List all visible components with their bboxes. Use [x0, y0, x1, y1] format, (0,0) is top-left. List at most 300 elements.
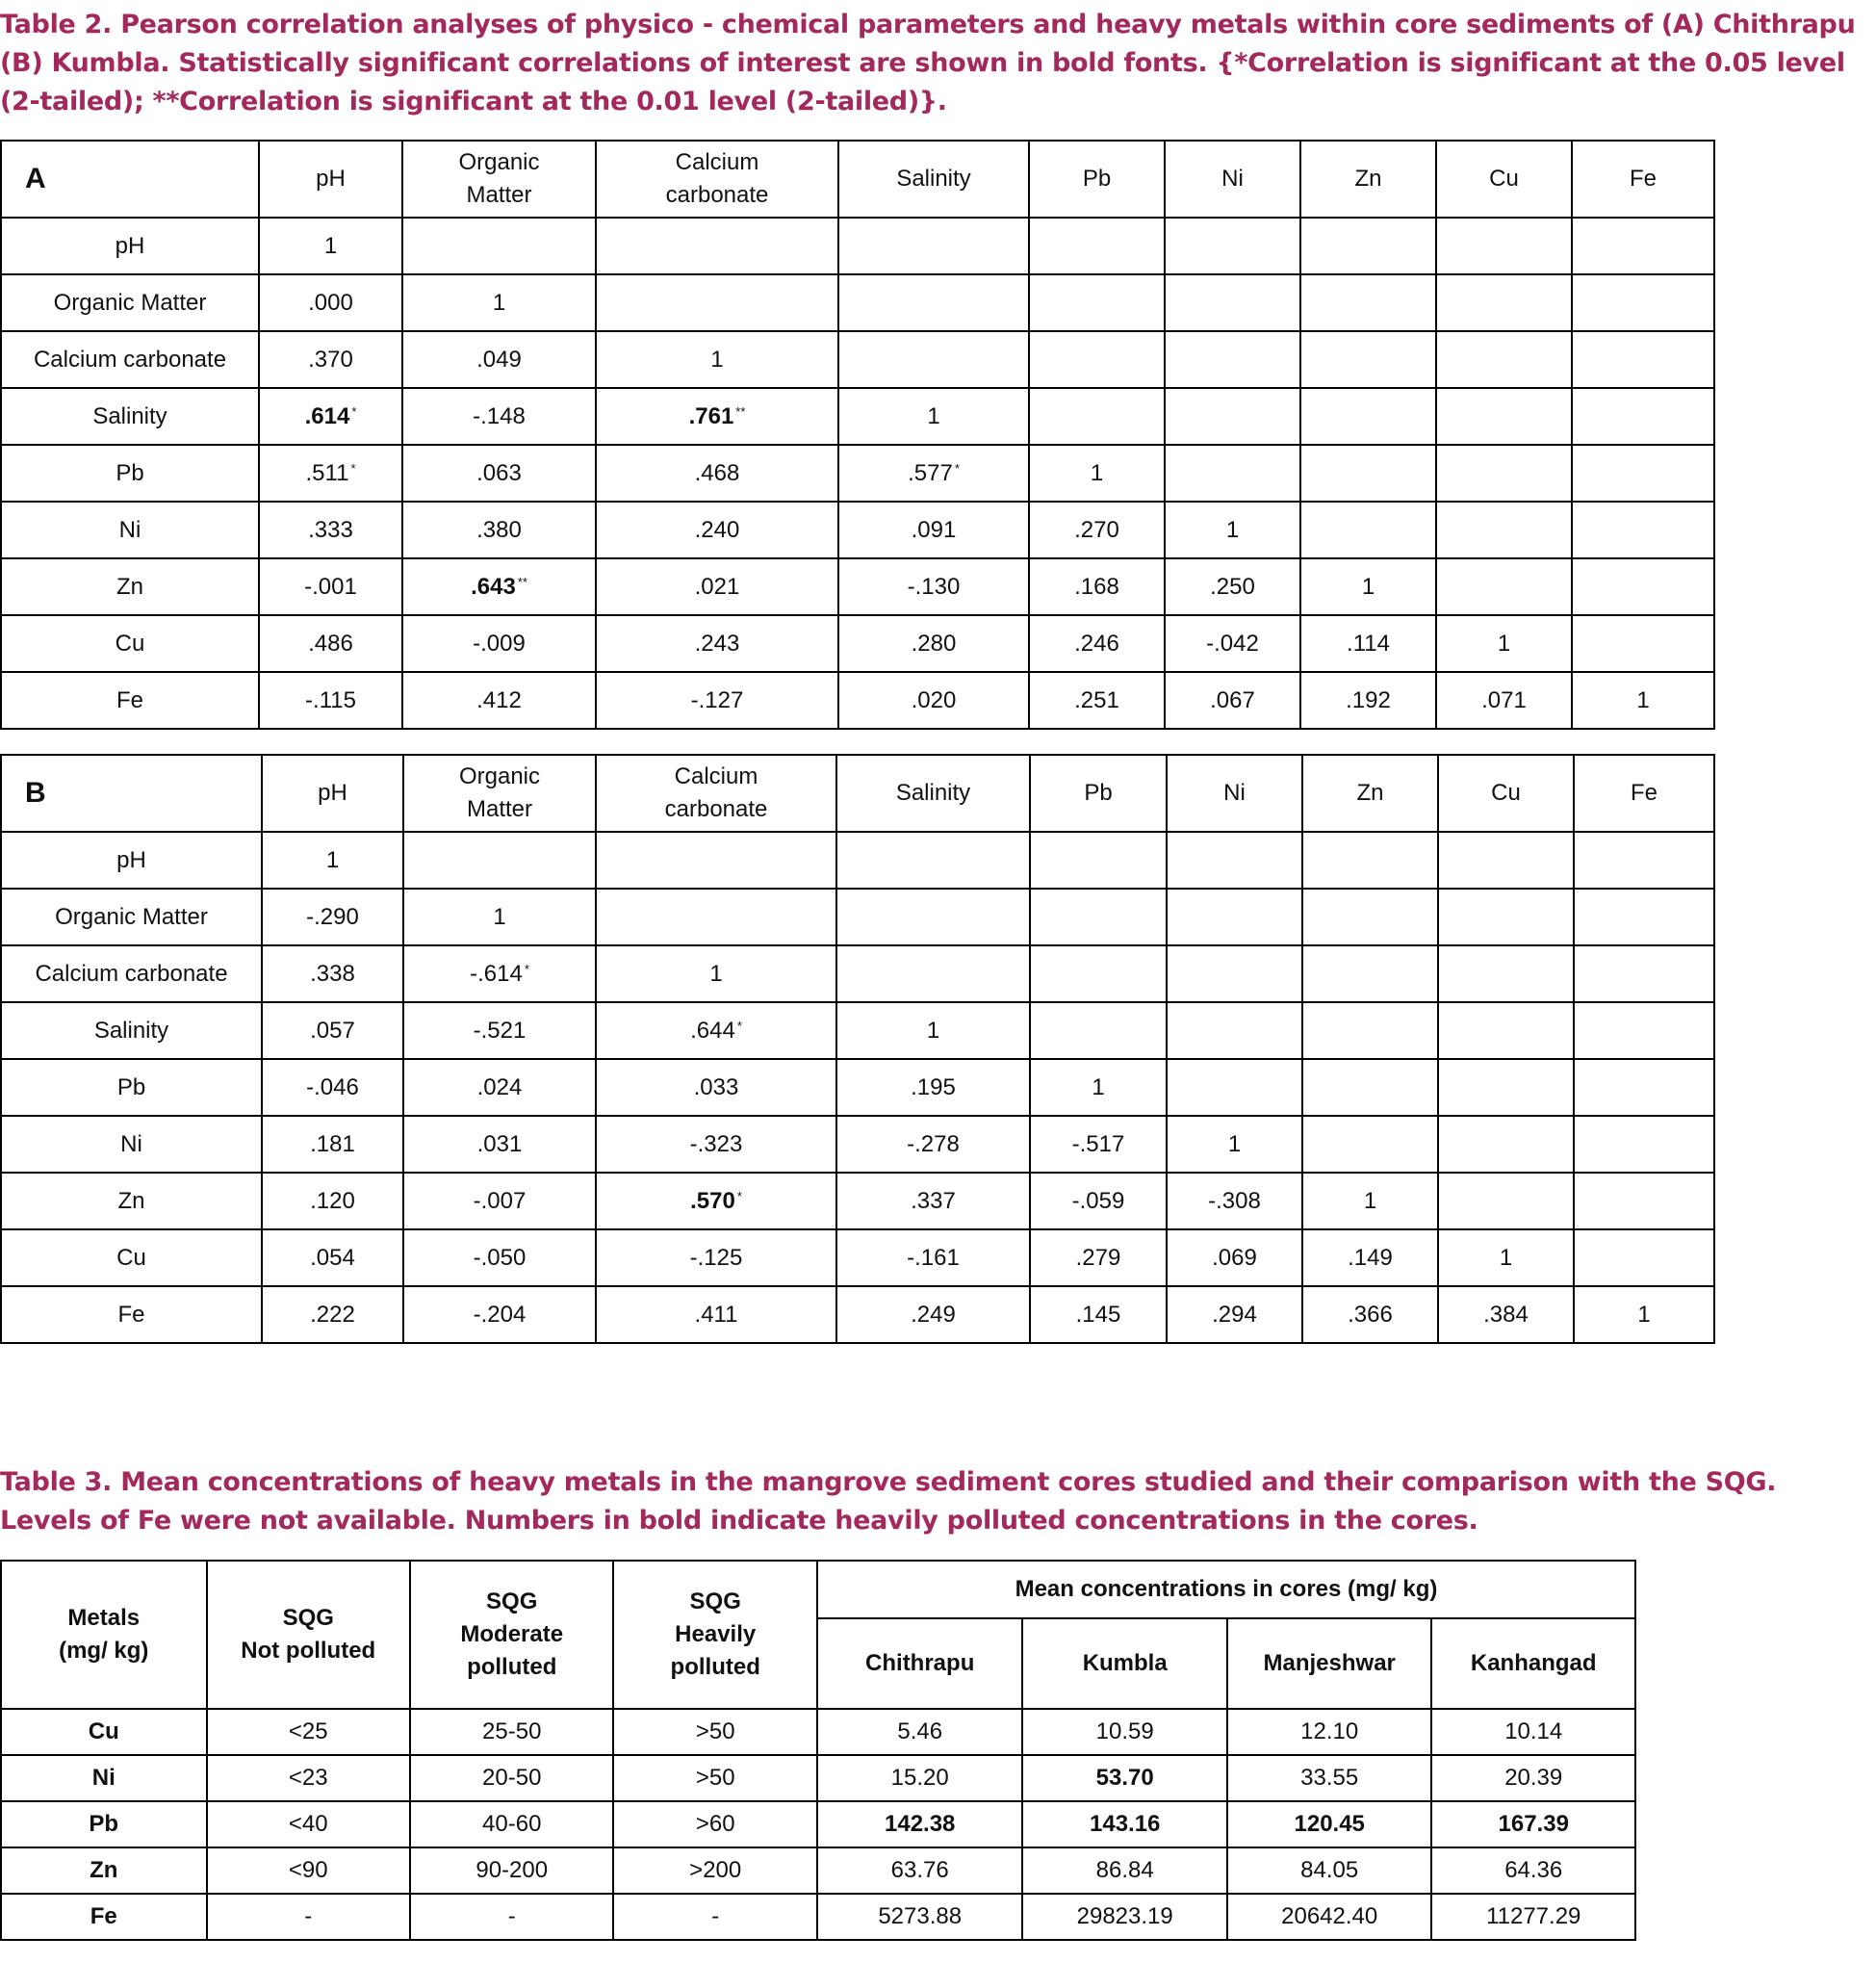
correlation-cell — [1572, 331, 1714, 388]
correlation-cell — [1302, 889, 1438, 945]
header-row — [1, 755, 1714, 832]
table2-caption: Table 2. Pearson correlation analyses of physico - chemical parameters and heavy metals within core sediments of (A) Chithrapu (B) Kumbla. Statistically significant correlations of interest are shown in bold fonts. {*Correlation is significant at the 0.05 level (2-tailed); **Correlation is significant at the 0.01 level (2-tailed)}. — [0, 10, 1856, 116]
correlation-value: .057 — [310, 1017, 355, 1044]
row-label: Zn — [1, 558, 259, 615]
correlation-cell — [1030, 1116, 1167, 1173]
correlation-cell — [402, 218, 596, 274]
correlation-value: -.148 — [473, 402, 526, 429]
row-label: Organic Matter — [1, 889, 262, 945]
correlation-cell — [1438, 1002, 1574, 1059]
correlation-value: .021 — [694, 573, 740, 600]
correlation-value: 1 — [1363, 1187, 1377, 1214]
sqg-moderate-header: SQG Moderate polluted — [410, 1561, 613, 1709]
correlation-value: .240 — [694, 516, 740, 543]
column-header: pH — [262, 755, 403, 832]
mean-concentration: 10.14 — [1431, 1709, 1635, 1755]
correlation-value: -.308 — [1208, 1187, 1261, 1214]
table-row — [1, 274, 1714, 331]
correlation-cell — [596, 218, 838, 274]
correlation-value: .054 — [310, 1244, 355, 1271]
mean-concentration: 143.16 — [1022, 1801, 1227, 1847]
correlation-cell — [1167, 1059, 1302, 1116]
correlation-value: .338 — [310, 960, 355, 987]
correlation-cell — [596, 274, 838, 331]
correlation-value: 1 — [323, 232, 338, 259]
correlation-value: .412 — [476, 686, 522, 713]
sqg-heavy: >200 — [613, 1847, 816, 1894]
mean-concentration: 86.84 — [1022, 1847, 1227, 1894]
correlation-cell — [1438, 1116, 1574, 1173]
header-row — [1, 141, 1714, 218]
correlation-cell — [402, 331, 596, 388]
correlation-cell — [1574, 1002, 1714, 1059]
correlation-cell — [836, 1286, 1030, 1343]
correlation-cell — [262, 1229, 403, 1286]
correlation-value: .222 — [310, 1301, 355, 1328]
table-row — [1, 558, 1714, 615]
correlation-cell — [596, 1059, 836, 1116]
correlation-cell — [1436, 331, 1572, 388]
correlation-cell — [1167, 1229, 1302, 1286]
significance-marker: * — [350, 460, 356, 476]
correlation-cell — [596, 1002, 836, 1059]
correlation-cell — [1300, 331, 1436, 388]
correlation-cell — [838, 615, 1029, 672]
correlation-cell — [836, 1002, 1030, 1059]
correlation-cell — [1574, 945, 1714, 1002]
correlation-cell — [403, 1059, 596, 1116]
correlation-cell — [1574, 1229, 1714, 1286]
correlation-cell — [1165, 502, 1300, 558]
correlation-cell — [1300, 502, 1436, 558]
correlation-cell — [1302, 1229, 1438, 1286]
mean-concentration: 20.39 — [1431, 1755, 1635, 1801]
correlation-cell — [1300, 388, 1436, 445]
correlation-cell — [1300, 218, 1436, 274]
header-row — [1, 1561, 1635, 1618]
correlation-cell — [1030, 1286, 1167, 1343]
table-row — [1, 1801, 1635, 1847]
correlation-cell — [259, 502, 402, 558]
core-header: Chithrapu — [817, 1618, 1023, 1709]
sqg-heavy: >50 — [613, 1709, 816, 1755]
correlation-value: .195 — [911, 1073, 956, 1100]
correlation-value: 1 — [709, 960, 723, 987]
correlation-value: 1 — [927, 402, 940, 429]
correlation-cell — [836, 1173, 1030, 1229]
correlation-cell — [838, 502, 1029, 558]
mean-concentration: 64.36 — [1431, 1847, 1635, 1894]
correlation-cell — [596, 558, 838, 615]
significance-marker: * — [736, 1188, 742, 1203]
sqg-not-polluted: <23 — [207, 1755, 410, 1801]
table-row — [1, 1847, 1635, 1894]
significance-marker: * — [736, 1018, 742, 1033]
correlation-cell — [262, 1173, 403, 1229]
correlation-value: -.278 — [907, 1130, 960, 1157]
row-label: Fe — [1, 672, 259, 729]
correlation-value: .644 — [690, 1017, 735, 1044]
correlation-value: .384 — [1483, 1301, 1529, 1328]
table-row — [1, 1229, 1714, 1286]
mean-concentration: 167.39 — [1431, 1801, 1635, 1847]
correlation-value: .411 — [694, 1301, 738, 1328]
correlation-cell — [596, 1286, 836, 1343]
correlation-cell — [1165, 558, 1300, 615]
mean-concentration: 84.05 — [1227, 1847, 1432, 1894]
table-row — [1, 502, 1714, 558]
correlation-cell — [1572, 615, 1714, 672]
correlation-cell — [836, 1059, 1030, 1116]
column-header: Calcium carbonate — [596, 755, 836, 832]
correlation-value: .168 — [1074, 573, 1119, 600]
mean-concentration: 5.46 — [817, 1709, 1023, 1755]
correlation-cell — [836, 945, 1030, 1002]
correlation-value: -.517 — [1071, 1130, 1125, 1157]
table-row — [1, 889, 1714, 945]
table-row — [1, 1002, 1714, 1059]
correlation-cell — [1436, 445, 1572, 502]
correlation-cell — [1574, 1059, 1714, 1116]
correlation-cell — [1030, 1173, 1167, 1229]
correlation-cell — [1029, 388, 1165, 445]
correlation-cell — [1300, 615, 1436, 672]
correlation-value: -.127 — [690, 686, 744, 713]
column-header: pH — [259, 141, 402, 218]
table-row — [1, 672, 1714, 729]
correlation-cell — [402, 672, 596, 729]
correlation-cell — [836, 1116, 1030, 1173]
correlation-cell — [596, 945, 836, 1002]
correlation-cell — [259, 672, 402, 729]
correlation-cell — [262, 1116, 403, 1173]
mean-concentration: 53.70 — [1022, 1755, 1227, 1801]
column-header: Organic Matter — [403, 755, 596, 832]
correlation-cell — [1438, 1059, 1574, 1116]
table-row — [1, 388, 1714, 445]
correlation-value: .033 — [693, 1073, 739, 1100]
row-label: Pb — [1, 445, 259, 502]
correlation-cell — [1302, 1002, 1438, 1059]
correlation-cell — [596, 615, 838, 672]
correlation-cell — [259, 274, 402, 331]
correlation-value: .761 — [688, 402, 734, 429]
correlation-cell — [1167, 945, 1302, 1002]
mean-concentration: 5273.88 — [817, 1894, 1023, 1940]
correlation-cell — [1302, 832, 1438, 889]
row-label: Ni — [1, 502, 259, 558]
correlation-value: -.007 — [473, 1187, 527, 1214]
correlation-cell — [262, 945, 403, 1002]
correlation-cell — [838, 445, 1029, 502]
metal-name: Fe — [1, 1894, 207, 1940]
correlation-value: .643 — [471, 573, 516, 600]
correlation-value: .243 — [694, 630, 740, 657]
correlation-cell — [1302, 1059, 1438, 1116]
correlation-cell — [596, 502, 838, 558]
correlation-value: .120 — [310, 1187, 355, 1214]
mean-concentration: 11277.29 — [1431, 1894, 1635, 1940]
column-header: Pb — [1030, 755, 1167, 832]
correlation-value: 1 — [1499, 1244, 1513, 1271]
correlation-value: .114 — [1347, 630, 1390, 657]
correlation-cell — [259, 388, 402, 445]
correlation-value: .020 — [911, 686, 957, 713]
correlation-cell — [1572, 388, 1714, 445]
column-header: Organic Matter — [402, 141, 596, 218]
correlation-value: -.115 — [305, 686, 356, 713]
correlation-cell — [1438, 945, 1574, 1002]
correlation-cell — [259, 445, 402, 502]
correlation-cell — [838, 672, 1029, 729]
correlation-cell — [1165, 274, 1300, 331]
correlation-cell — [403, 1229, 596, 1286]
row-label: pH — [1, 218, 259, 274]
correlation-value: .614 — [304, 402, 350, 429]
table-row — [1, 218, 1714, 274]
correlation-cell — [1165, 388, 1300, 445]
correlation-cell — [1300, 274, 1436, 331]
column-header: Fe — [1572, 141, 1714, 218]
row-label: Cu — [1, 615, 259, 672]
correlation-value: .486 — [308, 630, 353, 657]
mean-concentration: 63.76 — [817, 1847, 1023, 1894]
correlation-value: -.050 — [473, 1244, 527, 1271]
sqg-not-polluted-header: SQG Not polluted — [207, 1561, 410, 1709]
correlation-cell — [1436, 558, 1572, 615]
correlation-cell — [1030, 889, 1167, 945]
correlation-cell — [403, 1002, 596, 1059]
correlation-cell — [836, 832, 1030, 889]
mean-concentration: 29823.19 — [1022, 1894, 1227, 1940]
correlation-cell — [596, 388, 838, 445]
sqg-not-polluted: <25 — [207, 1709, 410, 1755]
correlation-value: .511 — [305, 459, 349, 486]
column-header: Pb — [1029, 141, 1165, 218]
correlation-cell — [1029, 331, 1165, 388]
correlation-cell — [836, 889, 1030, 945]
correlation-value: .366 — [1348, 1301, 1393, 1328]
correlation-value: .468 — [694, 459, 740, 486]
correlation-value: 1 — [926, 1017, 940, 1044]
correlation-value: -.521 — [473, 1017, 527, 1044]
correlation-cell — [262, 1002, 403, 1059]
sqg-moderate: 40-60 — [410, 1801, 613, 1847]
correlation-value: 1 — [1090, 459, 1104, 486]
correlation-cell — [836, 1229, 1030, 1286]
correlation-cell — [1436, 672, 1572, 729]
mean-concentrations-header: Mean concentrations in cores (mg/ kg) — [817, 1561, 1635, 1618]
row-label: pH — [1, 832, 262, 889]
correlation-cell — [1572, 274, 1714, 331]
column-header: Calcium carbonate — [596, 141, 838, 218]
correlation-cell — [1029, 218, 1165, 274]
correlation-value: -.125 — [689, 1244, 743, 1271]
table-row — [1, 1709, 1635, 1755]
correlation-cell — [596, 889, 836, 945]
panel-label: B — [1, 755, 262, 832]
significance-marker: * — [351, 403, 357, 419]
correlation-value: 1 — [1497, 630, 1511, 657]
column-header: Ni — [1167, 755, 1302, 832]
correlation-cell — [1436, 218, 1572, 274]
column-header: Ni — [1165, 141, 1300, 218]
metals-header: Metals (mg/ kg) — [1, 1561, 207, 1709]
correlation-cell — [1572, 502, 1714, 558]
correlation-cell — [1438, 1173, 1574, 1229]
correlation-value: .000 — [308, 289, 353, 316]
correlation-value: .024 — [476, 1073, 523, 1100]
correlation-cell — [1438, 832, 1574, 889]
sqg-heavy: >50 — [613, 1755, 816, 1801]
correlation-cell — [1302, 1116, 1438, 1173]
correlation-cell — [1436, 274, 1572, 331]
correlation-cell — [1029, 558, 1165, 615]
correlation-value: .091 — [911, 516, 957, 543]
table-row — [1, 1116, 1714, 1173]
correlation-value: .380 — [476, 516, 522, 543]
core-header: Kanhangad — [1431, 1618, 1635, 1709]
metal-name: Ni — [1, 1755, 207, 1801]
sqg-heavy: - — [613, 1894, 816, 1940]
correlation-cell — [596, 445, 838, 502]
correlation-cell — [596, 1173, 836, 1229]
correlation-value: -.001 — [304, 573, 357, 600]
sqg-moderate: 20-50 — [410, 1755, 613, 1801]
mean-concentration: 12.10 — [1227, 1709, 1432, 1755]
table-row — [1, 615, 1714, 672]
correlation-cell — [596, 331, 838, 388]
correlation-cell — [1167, 1002, 1302, 1059]
correlation-value: .049 — [476, 346, 522, 373]
core-header: Manjeshwar — [1227, 1618, 1432, 1709]
correlation-cell — [1167, 832, 1302, 889]
sqg-moderate: 25-50 — [410, 1709, 613, 1755]
correlation-value: -.042 — [1206, 630, 1259, 657]
correlation-cell — [838, 388, 1029, 445]
correlation-cell — [1572, 672, 1714, 729]
sqg-not-polluted: <40 — [207, 1801, 410, 1847]
correlation-value: -.009 — [473, 630, 526, 657]
correlation-cell — [1167, 1116, 1302, 1173]
correlation-value: .370 — [308, 346, 353, 373]
correlation-cell — [1165, 615, 1300, 672]
correlation-value: 1 — [1361, 573, 1375, 600]
correlation-cell — [596, 672, 838, 729]
correlation-cell — [1029, 274, 1165, 331]
correlation-cell — [1302, 945, 1438, 1002]
row-label: Salinity — [1, 1002, 262, 1059]
correlation-cell — [1030, 945, 1167, 1002]
correlation-cell — [402, 388, 596, 445]
sqg-heavy-header: SQG Heavily polluted — [613, 1561, 816, 1709]
table-row — [1, 1173, 1714, 1229]
metal-name: Cu — [1, 1709, 207, 1755]
correlation-value: .280 — [911, 630, 957, 657]
correlation-cell — [1574, 1116, 1714, 1173]
correlation-cell — [259, 615, 402, 672]
correlation-cell — [1302, 1286, 1438, 1343]
correlation-cell — [1572, 445, 1714, 502]
table-row — [1, 1894, 1635, 1940]
correlation-cell — [1167, 889, 1302, 945]
correlation-value: .270 — [1074, 516, 1119, 543]
correlation-cell — [1574, 832, 1714, 889]
correlation-cell — [596, 1116, 836, 1173]
correlation-cell — [1572, 558, 1714, 615]
row-label: Calcium carbonate — [1, 331, 259, 388]
mean-concentration: 10.59 — [1022, 1709, 1227, 1755]
sqg-heavy: >60 — [613, 1801, 816, 1847]
panel-label: A — [1, 141, 259, 218]
correlation-cell — [1030, 1002, 1167, 1059]
mean-concentration: 142.38 — [817, 1801, 1023, 1847]
correlation-cell — [1300, 558, 1436, 615]
correlation-value: 1 — [1092, 1073, 1105, 1100]
significance-marker: ** — [517, 574, 527, 589]
row-label: Calcium carbonate — [1, 945, 262, 1002]
correlation-value: 1 — [1636, 686, 1650, 713]
correlation-value: .246 — [1074, 630, 1119, 657]
correlation-cell — [1436, 502, 1572, 558]
correlation-value: .149 — [1348, 1244, 1393, 1271]
correlation-value: -.204 — [473, 1301, 527, 1328]
correlation-value: .570 — [690, 1187, 735, 1214]
correlation-cell — [402, 274, 596, 331]
significance-marker: ** — [735, 403, 746, 419]
significance-marker: * — [954, 460, 960, 476]
column-header: Cu — [1438, 755, 1574, 832]
column-header: Salinity — [838, 141, 1029, 218]
correlation-cell — [1165, 218, 1300, 274]
correlation-cell — [1438, 1229, 1574, 1286]
table-row — [1, 445, 1714, 502]
correlation-cell — [403, 889, 596, 945]
correlation-cell — [402, 558, 596, 615]
table-row — [1, 1286, 1714, 1343]
correlation-value: .279 — [1075, 1244, 1121, 1271]
correlation-cell — [259, 331, 402, 388]
correlation-cell — [1302, 1173, 1438, 1229]
correlation-cell — [1030, 1229, 1167, 1286]
correlation-cell — [1572, 218, 1714, 274]
correlation-cell — [1574, 1286, 1714, 1343]
mean-concentration: 33.55 — [1227, 1755, 1432, 1801]
sqg-not-polluted: <90 — [207, 1847, 410, 1894]
correlation-cell — [403, 832, 596, 889]
correlation-value: 1 — [1637, 1301, 1651, 1328]
correlation-value: .249 — [911, 1301, 956, 1328]
correlation-value: .067 — [1210, 686, 1255, 713]
column-header: Fe — [1574, 755, 1714, 832]
correlation-cell — [838, 274, 1029, 331]
column-header: Zn — [1302, 755, 1438, 832]
correlation-value: 1 — [493, 903, 506, 930]
correlation-cell — [838, 331, 1029, 388]
row-label: Pb — [1, 1059, 262, 1116]
correlation-value: .577 — [908, 459, 953, 486]
column-header: Zn — [1300, 141, 1436, 218]
row-label: Zn — [1, 1173, 262, 1229]
correlation-value: -.059 — [1071, 1187, 1125, 1214]
correlation-value: -.046 — [306, 1073, 359, 1100]
correlation-value: 1 — [1225, 516, 1240, 543]
correlation-value: .333 — [308, 516, 353, 543]
correlation-cell — [403, 1116, 596, 1173]
correlation-cell — [262, 832, 403, 889]
row-label: Cu — [1, 1229, 262, 1286]
row-label: Salinity — [1, 388, 259, 445]
